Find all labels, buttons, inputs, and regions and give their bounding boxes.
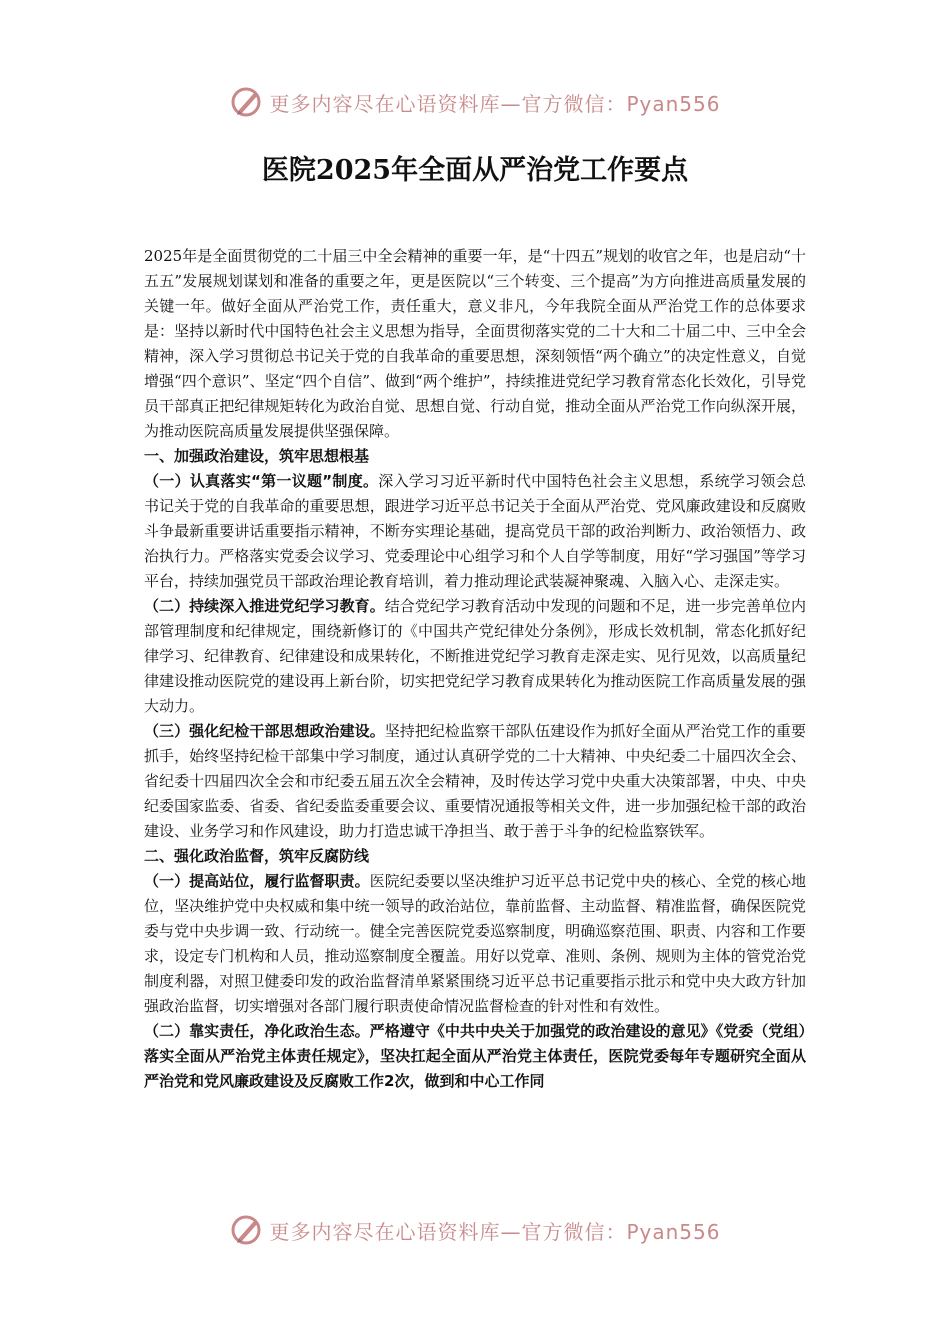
pen-circle-logo-icon bbox=[229, 1212, 265, 1248]
paragraph-lead: （二）持续深入推进党纪学习教育。 bbox=[144, 597, 385, 615]
section-1-heading: 一、加强政治建设，筑牢思想根基 bbox=[144, 447, 370, 465]
section-1-paragraph-2 bbox=[144, 594, 806, 719]
section-2-paragraph-1 bbox=[144, 869, 806, 1019]
paragraph-body: 坚持把纪检监察干部队伍建设作为抓好全面从严治党工作的重要抓手，始终坚持纪检干部集中学习制度，通过认真研学党的二十大精神、中央纪委二十届四次全会、省纪委十四届四次全会和市纪委五届五次全会精神，及时传达学习党中央重大决策部署，中央、中央纪委国家监委、省委、省纪委监委重要会议、重要情况通报等相关文件，进一步加强纪检干部的政治建设、业务学习和作风建设，助力打造忠诚干净担当、敢于善于斗争的纪检监察铁军。 bbox=[144, 722, 806, 840]
pen-circle-logo-icon bbox=[229, 84, 265, 120]
paragraph-lead: （一）认真落实“第一议题”制度。 bbox=[144, 472, 379, 490]
section-2-heading: 二、强化政治监督，筑牢反腐防线 bbox=[144, 847, 370, 865]
section-1-paragraph-3 bbox=[144, 719, 806, 844]
intro-paragraph: 2025年是全面贯彻党的二十届三中全会精神的重要一年，是“十四五”规划的收官之年，也是启动“十五五”发展规划谋划和准备的重要之年，更是医院以“三个转变、三个提高”为方向推进高质量发展的关键一年。做好全面从严治党工作，责任重大，意义非凡，今年我院全面从严治党工作的总体要求是：坚持以新时代中国特色社会主义思想为指导，全面贯彻落实党的二十大和二十届二中、三中全会精神，深入学习贯彻总书记关于党的自我革命的重要思想，深刻领悟“两个确立”的决定性意义，自觉增强“四个意识”、坚定“四个自信”、做到“两个维护”，持续推进党纪学习教育常态化长效化，引导党员干部真正把纪律规矩转化为政治自觉、思想自觉、行动自觉，推动全面从严治党工作向纵深开展，为推动医院高质量发展提供坚强保障。 bbox=[144, 247, 806, 440]
section-1-paragraph-1 bbox=[144, 469, 806, 594]
paragraph-lead: （一）提高站位，履行监督职责。 bbox=[144, 872, 370, 890]
watermark-text: 更多内容尽在心语资料库—官方微信：Pyan556 bbox=[269, 91, 721, 116]
document-body bbox=[144, 244, 806, 1094]
header-watermark bbox=[0, 82, 950, 122]
section-2-paragraph-2: （二）靠实责任，净化政治生态。严格遵守《中共中央关于加强党的政治建设的意见》《党委（党组）落实全面从严治党主体责任规定》，坚决扛起全面从严治党主体责任，医院党委每年专题研究全面从严治党和党风廉政建设及反腐败工作2次，做到和中心工作同 bbox=[144, 1022, 806, 1090]
paragraph-body: 结合党纪学习教育活动中发现的问题和不足，进一步完善单位内部管理制度和纪律规定，围绕新修订的《中国共产党纪律处分条例》，形成长效机制，常态化抓好纪律学习、纪律教育、纪律建设和成果转化，不断推进党纪学习教育走深走实、见行见效，以高质量纪律建设推动医院党的建设再上新台阶，切实把党纪学习教育成果转化为推动医院工作高质量发展的强大动力。 bbox=[144, 597, 806, 715]
page-title: 医院2025年全面从严治党工作要点 bbox=[261, 155, 689, 186]
paragraph-lead: （三）强化纪检干部思想政治建设。 bbox=[144, 722, 385, 740]
watermark-text: 更多内容尽在心语资料库—官方微信：Pyan556 bbox=[269, 1219, 721, 1244]
footer-watermark bbox=[0, 1210, 950, 1250]
paragraph-body: 医院纪委要以坚决维护习近平总书记党中央的核心、全党的核心地位，坚决维护党中央权威和集中统一领导的政治站位，靠前监督、主动监督、精准监督，确保医院党委与党中央步调一致、行动统一。健全完善医院党委巡察制度，明确巡察范围、职责、内容和工作要求，设定专门机构和人员，推动巡察制度全覆盖。用好以党章、准则、条例、规则为主体的管党治党制度利器，对照卫健委印发的政治监督清单紧紧围绕习近平总书记重要指示批示和党中央大政方针加强政治监督，切实增强对各部门履行职责使命情况监督检查的针对性和有效性。 bbox=[144, 872, 806, 1015]
paragraph-body: 深入学习习近平新时代中国特色社会主义思想，系统学习领会总书记关于党的自我革命的重要思想，跟进学习近平总书记关于全面从严治党、党风廉政建设和反腐败斗争最新重要讲话重要指示精神，不断夯实理论基础，提高党员干部的政治判断力、政治领悟力、政治执行力。严格落实党委会议学习、党委理论中心组学习和个人自学等制度，用好“学习强国”等学习平台，持续加强党员干部政治理论教育培训，着力推动理论武装凝神聚魂、入脑入心、走深走实。 bbox=[144, 472, 807, 590]
